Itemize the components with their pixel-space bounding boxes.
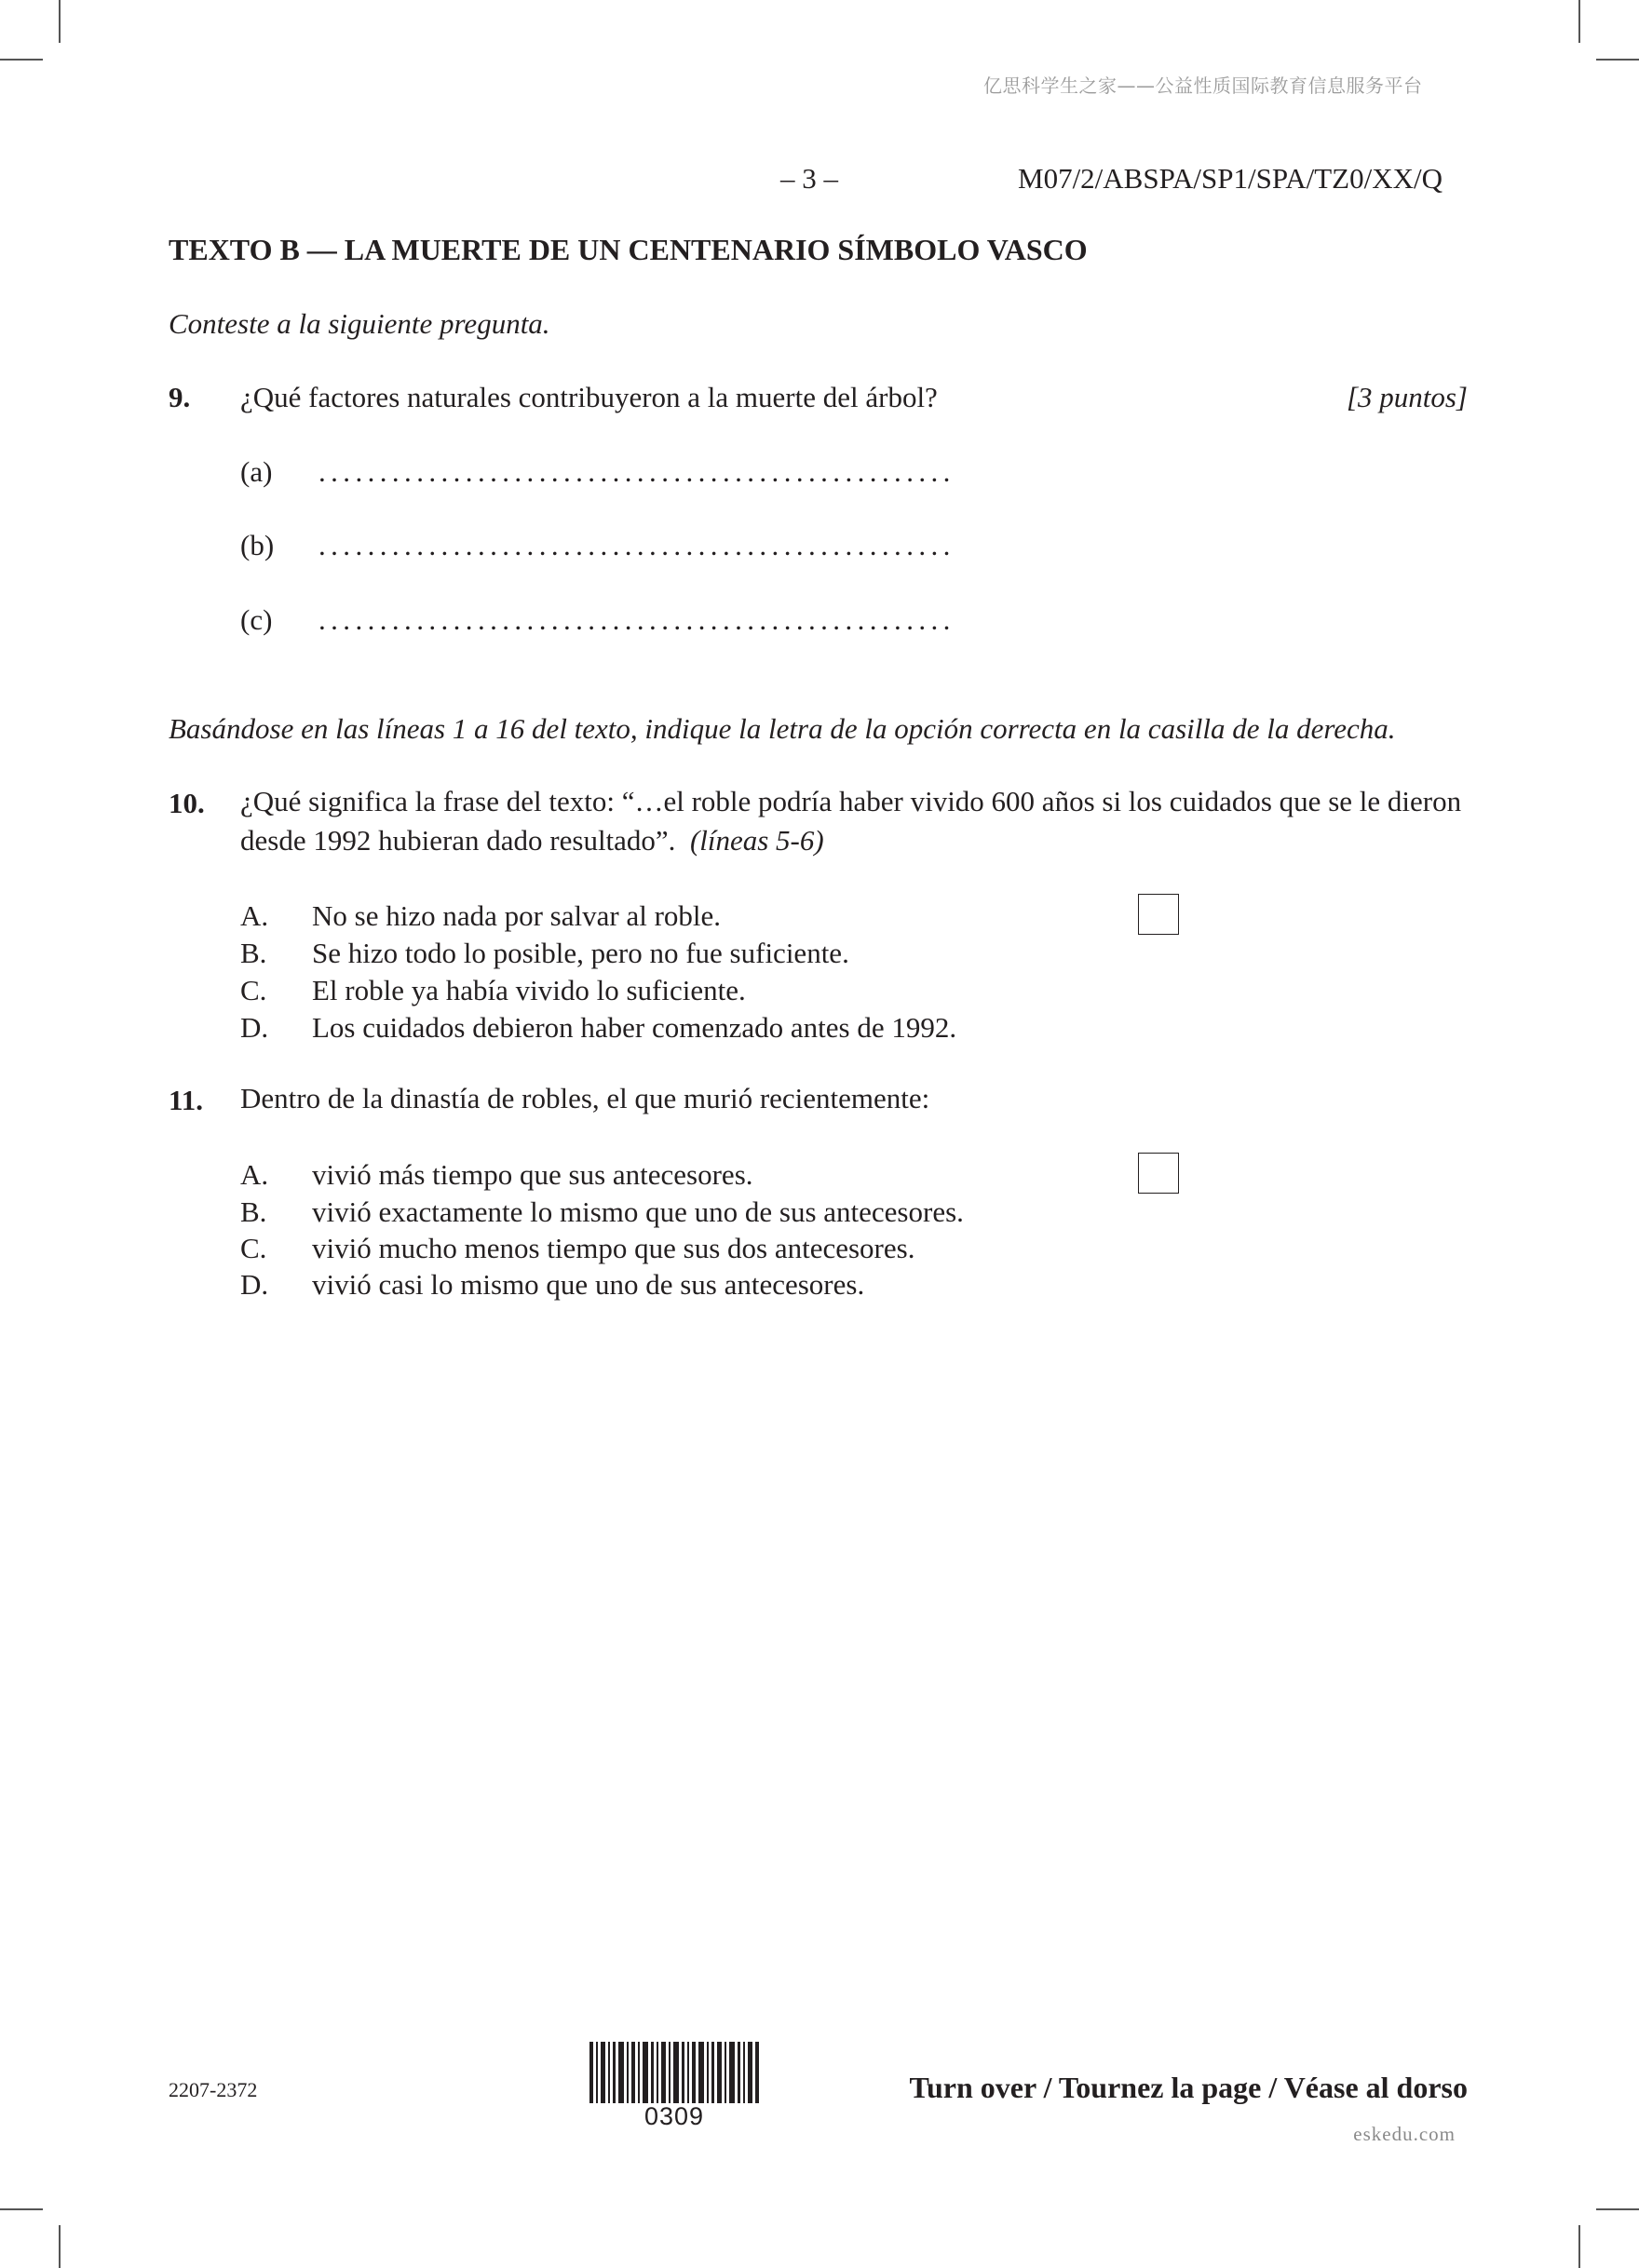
question-11-text: Dentro de la dinastía de robles, el que murió recientemente: — [240, 1082, 930, 1114]
answer-line-a[interactable]: .................................................... — [318, 455, 955, 488]
question-10-line-ref: (líneas 5-6) — [689, 824, 824, 857]
option-letter: C. — [240, 1232, 267, 1264]
crop-mark — [1578, 0, 1580, 43]
turn-over-notice: Turn over / Tournez la page / Véase al dorso — [909, 2071, 1468, 2104]
option-text: vivió mucho menos tiempo que sus dos antecesores. — [312, 1232, 915, 1264]
question-10-number: 10. — [169, 787, 205, 819]
option-text: vivió casi lo mismo que uno de sus antecesores. — [312, 1268, 865, 1301]
question-10-text — [240, 782, 1470, 860]
option-letter: D. — [240, 1268, 269, 1301]
option-letter: A. — [240, 1158, 269, 1191]
section-title: TEXTO B — LA MUERTE DE UN CENTENARIO SÍMBOLO VASCO — [169, 233, 1088, 266]
exam-code: M07/2/ABSPA/SP1/SPA/TZ0/XX/Q — [1018, 162, 1443, 195]
option-letter: B. — [240, 1195, 267, 1228]
option-text: Se hizo todo lo posible, pero no fue suficiente. — [312, 937, 849, 969]
option-letter: B. — [240, 937, 267, 969]
question-9-subpart-label: (c) — [240, 603, 273, 636]
crop-mark — [0, 59, 43, 61]
crop-mark — [59, 2225, 61, 2268]
footer-watermark: eskedu.com — [1353, 2123, 1456, 2145]
question-9-number: 9. — [169, 381, 191, 413]
barcode — [589, 2042, 759, 2103]
crop-mark — [0, 2208, 43, 2210]
document-id: 2207-2372 — [169, 2078, 258, 2101]
barcode-number: 0309 — [643, 2102, 705, 2130]
option-text: El roble ya había vivido lo suficiente. — [312, 974, 746, 1006]
question-9-subpart-label: (b) — [240, 529, 275, 561]
answer-box-q10[interactable] — [1138, 894, 1179, 935]
option-letter: C. — [240, 974, 267, 1006]
question-10-quote: ¿Qué significa la frase del texto: “…el roble podría haber vivido 600 años si los cuidados que se le dieron desde 1992 hubieran dado resultado”. — [240, 785, 1462, 857]
page-number: – 3 – — [780, 162, 838, 195]
option-text: vivió más tiempo que sus antecesores. — [312, 1158, 753, 1191]
option-letter: A. — [240, 899, 269, 932]
answer-box-q11[interactable] — [1138, 1153, 1179, 1194]
answer-line-c[interactable]: .................................................... — [318, 603, 955, 636]
question-9-subpart-label: (a) — [240, 455, 273, 488]
question-11-number: 11. — [169, 1084, 204, 1116]
option-letter: D. — [240, 1011, 269, 1044]
question-9-points: [3 puntos] — [1346, 381, 1468, 413]
crop-mark — [1596, 59, 1639, 61]
instruction-multiple-choice: Basándose en las líneas 1 a 16 del texto, indique la letra de la opción correcta en la casilla de la derecha. — [169, 712, 1396, 745]
option-text: vivió exactamente lo mismo que uno de sus antecesores. — [312, 1195, 964, 1228]
answer-line-b[interactable]: .................................................... — [318, 529, 955, 561]
crop-mark — [1578, 2225, 1580, 2268]
crop-mark — [59, 0, 61, 43]
header-watermark: 亿思科学生之家——公益性质国际教育信息服务平台 — [983, 74, 1423, 97]
question-9-text: ¿Qué factores naturales contribuyeron a la muerte del árbol? — [240, 381, 938, 413]
option-text: Los cuidados debieron haber comenzado antes de 1992. — [312, 1011, 957, 1044]
option-text: No se hizo nada por salvar al roble. — [312, 899, 722, 932]
crop-mark — [1596, 2208, 1639, 2210]
instruction-answer: Conteste a la siguiente pregunta. — [169, 307, 550, 340]
